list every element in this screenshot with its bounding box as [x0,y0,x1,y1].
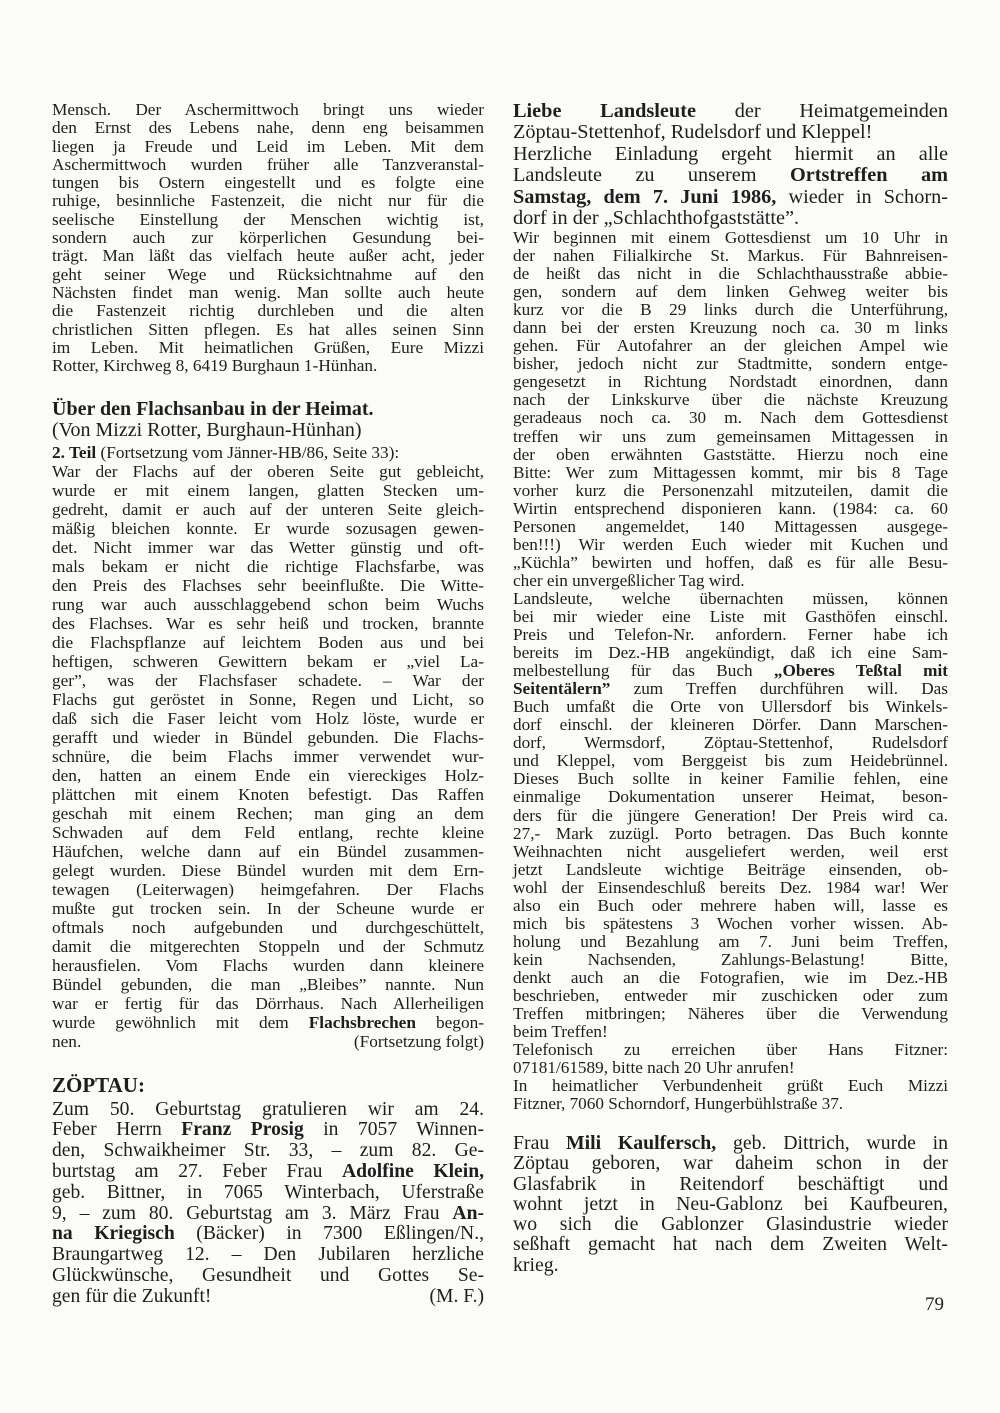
bold-text: na Kriegisch [52,1223,175,1245]
text-run: den, hatten an einem Ende ein viereckiges Holz- [52,765,484,785]
text-run: zum Treffen durchführen will. Das [610,679,948,699]
text-run: wohl der Einsendeschluß bereits Dez. 1984 war! Wer [513,877,948,897]
text-run: sondern auch zur körperlichen Gesundung bei- [52,228,484,248]
text-line [52,119,484,137]
text-run: rung war auch ausschlaggebend schon beim Wuchs [52,594,484,614]
text-run: begon- [415,1012,484,1032]
text-run: Fitzner, 7060 Schorndorf, Hungerbühlstraße 37. [513,1094,844,1114]
text-line [513,1194,948,1214]
text-line [513,265,948,283]
text-run: Glückwünsche, Gesundheit und Gottes Se- [52,1264,484,1286]
text-line [513,626,948,644]
text-run: herausfielen. Vom Flachs wurden dann kleinere [52,955,484,975]
text-run: bei mir wieder eine Liste mit Gasthöfen einschl. [513,606,948,626]
text-run: mußte gut trocken sein. In der Scheune wurde er [52,898,484,918]
text-line [513,752,948,770]
text-run: dorf einschl. der kleineren Dörfer. Dann Marschen- [513,715,948,735]
text-line [52,614,484,633]
text-line [513,482,948,500]
article-flax-header [52,399,484,441]
text-line [52,576,484,595]
text-line [513,915,948,933]
line-text: nen. [52,1031,82,1051]
text-line [52,633,484,652]
text-line [52,538,484,557]
text-run: burtstag am 27. Feber Frau [52,1160,342,1182]
text-line [52,975,484,994]
text-line [52,861,484,880]
text-run: Aschermittwoch wurden früher alle Tanzveranstal- [52,154,484,174]
text-run: Herzliche Einladung ergeht hiermit an alle [513,142,948,165]
text-run: dorf, Wermsdorf, Zöptau-Stettenhof, Rudelsdorf [513,733,948,753]
text-run: (Fortsetzung vom Jänner-HB/86, Seite 33): [96,442,400,462]
text-line [513,1214,948,1234]
text-run: 27,- Mark zuzügl. Porto betragen. Das Buch konnte [513,823,948,843]
text-run: geb. Bittner, in 7065 Winterbach, Uferstraße [52,1181,484,1203]
text-line [513,879,948,897]
article-title: Über den Flachsanbau in der Heimat. [52,398,374,420]
text-run: Zöptau geboren, war daheim schon in der [513,1152,948,1175]
text-line [513,428,948,446]
text-run: Zöptau-Stettenhof, Rudelsdorf und Kleppel! [513,121,873,144]
text-run: mals bekam er nicht die richtige Flachsfarbe, was [52,556,484,576]
bold-text: Flachsbrechen [308,1012,416,1032]
text-run: dorf in der „Schlachthofgaststätte”. [513,206,800,229]
text-line [52,519,484,538]
text-line [513,788,948,806]
text-line [513,122,948,143]
text-run: Personen angemeldet, 140 Mittagessen ausgege- [513,516,948,536]
bold-text: Seitentälern” [513,679,611,699]
text-line [52,284,484,302]
text-run: gedreht, damit er auch auf der unteren Seite gleich- [52,499,484,519]
text-run: geb. Dittrich, wurde in [716,1132,948,1154]
text-run: Schwaden auf dem Feld entlang, rechte kleine [52,822,484,842]
text-run: Wirtin entsprechend disponieren kann. (1984: ca. 60 [513,498,948,518]
text-run: der Heimatgemeinden [695,100,948,122]
text-line [513,247,948,265]
text-line [52,785,484,804]
text-run: bereits im Dez.-HB angekündigt, daß ich eine Sam- [513,643,948,663]
text-run: Bitte: Wer zum Mittagessen kommt, mir bis 8 Tage [513,462,948,482]
text-run: bisher, jedoch nicht zur Stadtmitte, sondern entge- [513,354,948,374]
text-line [52,192,484,210]
text-line [513,1041,948,1059]
text-run: krieg. [513,1253,559,1276]
text-run: tewagen (Leiterwagen) heimgefahren. Der Flachs [52,879,484,899]
text-line [513,1255,948,1275]
right-aligned-note: (Fortsetzung folgt) [353,1031,484,1051]
text-run: und Kleppel, vom Berggeist bis zum Heidebrünnel. [513,751,948,771]
text-line [513,572,948,590]
text-line [513,144,948,165]
text-run: geht seiner Wege und Rücksichtnahme auf den [52,264,484,284]
text-run: die Fastenzeit richtig durchleben und die alten [52,301,484,321]
text-run: Zum 50. Geburtstag gratulieren wir am 24. [52,1098,484,1120]
text-run: in 7057 Winnen- [303,1119,484,1141]
text-run: cher ein unvergeßlicher Tag wird. [513,570,745,590]
text-line [52,500,484,519]
text-line [513,1059,948,1077]
text-run: ben!!!) Wir werden Euch wieder mit Kuchen und [513,534,948,554]
text-line [513,987,948,1005]
text-run: ders für die jüngere Generation! Der Preis wird ca. [513,805,948,825]
text-run: In heimatlicher Verbundenheit grüßt Euch Mizzi [513,1076,948,1096]
text-line [52,1204,484,1225]
text-line [513,554,948,572]
text-run: einmalige Dokumentation unserer Heimat, beson- [513,787,948,807]
text-line [52,266,484,284]
text-run: dann bei der ersten Kreuzung noch ca. 30 m links [513,318,948,338]
text-run: den Preis des Flachses sehr beeinflußte. Die Witte- [52,575,484,595]
bold-text: Adolfine Klein, [341,1160,484,1182]
text-line [52,671,484,690]
text-run: des Flachses. War es sehr heiß und trocken, brannte [52,613,484,633]
text-line [513,1153,948,1173]
text-run: den Ernst des Lebens nahe, denn eng beisammen [52,118,484,138]
text-line [513,355,948,373]
text-run: wurde er mit einem langen, glatten Stecken um- [52,480,484,500]
bold-text: „Oberes Teßtal mit [773,661,948,681]
text-line [52,1141,484,1162]
text-line [52,842,484,861]
text-line [513,1133,948,1153]
text-run: mäßig bleichen konnte. Er wurde sozusagen gewen- [52,518,484,538]
text-run: den, Schwaikheimer Str. 33, – zum 82. Ge- [52,1140,484,1162]
bold-text: 2. Teil [52,442,97,462]
text-line [513,1077,948,1095]
text-run: holung und Bezahlung am 7. Juni beim Treffen, [513,931,948,951]
text-line [52,138,484,156]
text-run: Nächsten findet man wenig. Man sollte auch heute [52,282,484,302]
text-line [52,956,484,975]
text-run: Häufchen, welche dann auf ein Bündel zusammen- [52,841,484,861]
text-line [513,734,948,752]
text-line [513,165,948,186]
text-run: Landsleute zu unserem [513,164,790,187]
text-run: ruhige, besinnliche Fastenzeit, die nicht nur für die [52,191,484,211]
text-line [52,339,484,357]
bold-text: Mili Kaulfersch, [566,1132,717,1154]
text-run: damit die mitgerechten Stoppeln und der Schmutz [52,936,484,956]
text-line [513,283,948,301]
zoptau-birthdays [52,1100,484,1308]
text-line [52,1245,484,1266]
bold-text: Samstag, dem 7. Juni 1986, [513,185,777,208]
text-line [52,1224,484,1245]
text-run: Bündel gebunden, die man „Bleibes” nannte. Nun [52,974,484,994]
text-line [513,770,948,788]
text-line [513,1095,948,1113]
text-line [513,644,948,662]
text-run: gerafft und wieder in Bündel gebunden. Die Flachs- [52,727,484,747]
text-run: plättchen mit einem Knoten befestigt. Das Raffen [52,784,484,804]
text-line [513,229,948,247]
bold-text: An- [452,1202,484,1224]
text-line [52,994,484,1013]
bold-text: Liebe Landsleute [513,100,696,122]
text-line [52,766,484,785]
text-run: tungen bis Ostern eingestellt und es folgte eine [52,173,484,193]
text-run: Landsleute, welche übernachten müssen, können [513,588,948,608]
text-run: liegen ja Freude und Leid im Leben. Mit dem [52,136,484,156]
text-run: Flachs gut geröstet in Sonne, Regen und Licht, so [52,689,484,709]
text-run: Treffen mitbringen; Näheres über die Verwendung [513,1004,948,1024]
text-line [513,1174,948,1194]
text-run: gengesetzt in Richtung Nordstadt einordnen, dann [513,372,948,392]
text-run: gelegt wurden. Diese Bündel wurden mit dem Ern- [52,860,484,880]
text-line [513,301,948,319]
text-run: seelische Einstellung der Menschen wichtig ist, [52,209,484,229]
text-line [52,1032,484,1051]
text-line [52,1183,484,1204]
text-run: det. Nicht immer war das Wetter günstig und oft- [52,537,484,557]
text-run: „Küchla” bewirten und hoffen, daß es für alle Besu- [513,552,948,572]
text-run: War der Flachs auf der oberen Seite gut gebleicht, [52,461,484,481]
text-run: denkt auch an die Fotografien, wie im Dez.-HB [513,967,948,987]
text-line [513,187,948,208]
text-line [513,698,948,716]
text-run: (Bäcker) in 7300 Eßlingen/N., [174,1223,484,1245]
text-run: Glasfabrik in Reitendorf beschäftigt und [513,1172,948,1195]
text-run: wo sich die Gablonzer Glasindustrie wieder [513,1213,948,1236]
text-run: vorher kurz die Personenzahl mitzuteilen, damit die [513,480,948,500]
text-line [513,518,948,536]
text-line [52,481,484,500]
text-run: Braungartweg 12. – Den Jubilaren herzliche [52,1244,484,1266]
text-run: wieder in Schorn- [776,185,948,208]
text-line [52,174,484,192]
text-line [52,1162,484,1183]
text-run: die Flachspflanze auf leichtem Boden aus und bei [52,632,484,652]
text-line [52,443,484,462]
text-line [52,899,484,918]
text-line [52,247,484,265]
text-run: 07181/61589, bitte nach 20 Uhr anrufen! [513,1058,795,1078]
text-line [52,918,484,937]
text-line [52,156,484,174]
text-run: schnüre, die beim Flachs immer verwendet wur- [52,746,484,766]
text-line [52,804,484,823]
text-run: Feber Herrn [52,1119,182,1141]
line-text: gen für die Zukunft! [52,1285,212,1307]
text-run: geradeaus noch ca. 30 m. Nach dem Gottesdienst [513,408,948,428]
text-line [52,357,484,375]
text-line [52,1266,484,1287]
text-run: wohnt jetzt in Neu-Gablonz bei Kaufbeuren, [513,1192,948,1215]
text-line [513,373,948,391]
text-run: Preis und Telefon-Nr. anfordern. Ferner habe ich [513,625,948,645]
text-run: trägt. Man läßt das vielfach heute außer acht, jeder [52,246,484,266]
text-line [52,302,484,320]
text-run: geschah mit einem Rechen; man ging an dem [52,803,484,823]
text-line [513,897,948,915]
text-line [513,843,948,861]
text-run: jetzt Landsleute wichtige Beiträge einsenden, ob- [513,859,948,879]
text-line [513,1023,948,1041]
text-run: christlichen Sitten pflegen. Es hat alles seinen Sinn [52,319,484,339]
text-run: war er fertig für das Dörrhaus. Nach Allerheiligen [52,993,484,1013]
text-line [513,101,948,122]
text-run: Weihnachten nicht ausgeliefert werden, weil erst [513,841,948,861]
text-line [513,951,948,969]
text-line [513,825,948,843]
text-line [513,680,948,698]
text-run: beschrieben, entweder mir zuschicken oder zum [513,985,948,1005]
article-lent-closing [52,101,484,375]
text-run: im Leben. Mit heimatlichen Grüßen, Eure Mizzi [52,337,484,357]
text-run: Rotter, Kirchweg 8, 6419 Burghaun 1-Hünhan. [52,356,378,376]
text-line [513,337,948,355]
text-line [52,211,484,229]
text-line [513,500,948,518]
text-line [513,807,948,825]
text-run: also ein Buch oder mehrere haben will, lasse es [513,895,948,915]
text-run: mich bis spätestens 3 Wochen vorher wissen. Ab- [513,913,948,933]
text-line [513,1234,948,1254]
text-run: melbestellung für das Buch [513,661,774,681]
text-line [52,747,484,766]
page-number: 79 [925,1294,944,1315]
text-line [52,321,484,339]
text-line [513,319,948,337]
text-line [513,208,948,229]
text-run: kein Nachsenden, Zahlungs-Belastung! Bitte, [513,949,948,969]
text-line [513,536,948,554]
text-run: gehen. Für Autofahrer an der gleichen Ampel wie [513,336,948,356]
text-run: 9, – zum 80. Geburtstag am 3. März Frau [52,1202,453,1224]
text-run: Mensch. Der Aschermittwoch bringt uns wieder [52,100,484,119]
text-line [513,716,948,734]
text-line [52,1013,484,1032]
text-line [513,464,948,482]
right-aligned-note: (M. F.) [429,1285,484,1307]
text-line [52,652,484,671]
text-run: heftigen, schweren Gewittern bekam er „viel La- [52,651,484,671]
text-run: gen, sondern auf dem linken Gehweg weiter bis [513,282,948,302]
text-line [52,728,484,747]
text-run: nach der Linkskurve über die nächste Kreuzung [513,390,948,410]
text-line [52,462,484,481]
text-line [513,446,948,464]
article-byline: (Von Mizzi Rotter, Burghaun-Hünhan) [52,419,362,441]
text-line [513,1005,948,1023]
text-run: Wir beginnen mit einem Gottesdienst um 10 Uhr in [513,228,948,247]
text-run: beim Treffen! [513,1022,608,1042]
section-heading-zoptau: ZÖPTAU: [52,1073,145,1097]
text-line [52,229,484,247]
text-run: kurz vor die B 29 links durch die Unterführung, [513,300,948,320]
text-line [52,709,484,728]
bold-text: Franz Prosig [181,1119,304,1141]
text-run: daß sich die Faser leicht vom Holz löste, wurde er [52,708,484,728]
text-run: wurde gewöhnlich mit dem [52,1012,309,1032]
text-line [513,933,948,951]
invitation-intro [513,101,948,229]
text-line [52,557,484,576]
text-line [513,409,948,427]
kaulfersch-notice [513,1133,948,1275]
text-run: der oben erwähnten Gaststätte. Hierzu noch eine [513,444,948,464]
text-line [52,1100,484,1121]
text-line [52,937,484,956]
text-run: Telefonisch zu erreichen über Hans Fitzner: [513,1040,948,1060]
text-line [513,391,948,409]
bold-text: Ortstreffen am [789,164,948,187]
text-line [513,590,948,608]
text-line [513,608,948,626]
text-run: Dieses Buch sollte in keiner Familie fehlen, eine [513,769,948,789]
text-line [52,823,484,842]
text-line [52,1120,484,1141]
article-flax-body [52,443,484,1051]
text-run: oftmals noch aufgebunden und durchgeschüttelt, [52,917,484,937]
text-run: Buch umfaßt die Orte von Ullersdorf bis Winkels- [513,697,948,717]
text-line [52,101,484,119]
text-line [52,880,484,899]
text-run: treffen wir uns zum gemeinsamen Mittagessen in [513,426,948,446]
text-line [513,662,948,680]
text-line [52,1287,484,1308]
text-line [513,969,948,987]
text-run: ger”, was der Flachsfaser schadete. – War der [52,670,484,690]
text-line [52,690,484,709]
text-run: de heißt das nicht in die Schlachthausstraße abbie- [513,264,948,284]
text-run: der nahen Filialkirche St. Markus. Für Bahnreisen- [513,246,948,266]
invitation-details [513,229,948,1113]
text-run: Frau [513,1132,566,1154]
text-line [513,861,948,879]
text-run: seßhaft gemacht hat nach dem Zweiten Welt- [513,1233,948,1256]
text-line [52,595,484,614]
